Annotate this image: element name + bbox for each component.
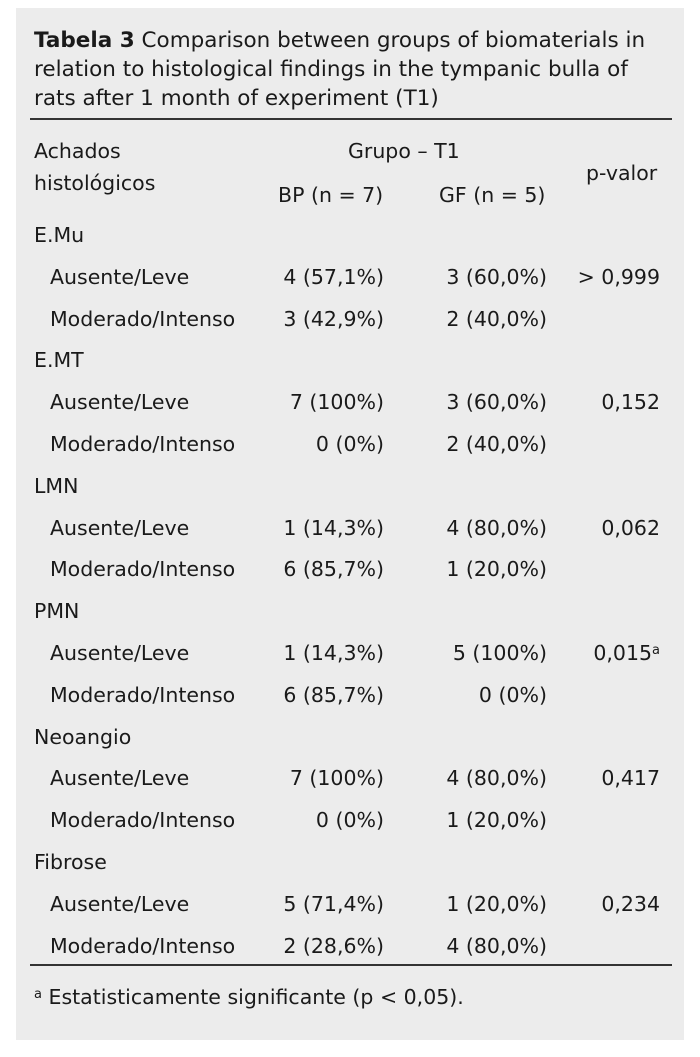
- table-row: [34, 304, 670, 334]
- group-title: E.Mu: [34, 223, 85, 247]
- p-value-text: > 0,999: [577, 264, 660, 289]
- row-label: Moderado/Intenso: [50, 682, 236, 707]
- group-row: [34, 220, 670, 250]
- header-p-value: p-valor: [586, 161, 658, 185]
- group-title: PMN: [34, 599, 80, 624]
- gf-value: 3 (60,0%): [446, 390, 547, 415]
- group-row: [34, 596, 670, 626]
- row-label: Ausente/Leve: [50, 641, 190, 665]
- bp-value: 5 (71,4%): [283, 891, 384, 916]
- gf-value: 5 (100%): [452, 641, 547, 665]
- p-value: [601, 763, 660, 793]
- table-row: [34, 931, 670, 961]
- p-value-note: a: [652, 643, 660, 658]
- table-caption: [34, 26, 670, 113]
- table-row: [34, 889, 670, 919]
- gf-value: 3 (60,0%): [446, 264, 547, 289]
- table-row: [34, 262, 670, 292]
- table-row: [34, 763, 670, 793]
- header-gf: GF (n = 5): [439, 183, 546, 207]
- row-label: Moderado/Intenso: [50, 557, 236, 582]
- row-label: Moderado/Intenso: [50, 808, 236, 833]
- table-row: [34, 805, 670, 835]
- p-value-text: 0,152: [601, 390, 660, 415]
- p-value-text: 0,015: [593, 641, 653, 665]
- gf-value: 4 (80,0%): [446, 933, 547, 958]
- p-value: [601, 513, 660, 543]
- row-label: Moderado/Intenso: [50, 432, 236, 456]
- header-findings-line2: histológicos: [34, 171, 156, 195]
- row-label: Ausente/Leve: [50, 515, 190, 540]
- row-label: Moderado/Intenso: [50, 933, 236, 958]
- table-row: [34, 680, 670, 710]
- gf-value: 1 (20,0%): [446, 808, 547, 833]
- bp-value: 6 (85,7%): [283, 682, 384, 707]
- p-value: [601, 387, 660, 417]
- caption-label: Tabela 3: [34, 28, 135, 53]
- bp-value: 7 (100%): [289, 390, 384, 415]
- p-value-text: 0,417: [601, 766, 660, 791]
- group-title: LMN: [34, 473, 79, 498]
- row-label: Ausente/Leve: [50, 891, 190, 916]
- header-group: Grupo – T1: [348, 139, 460, 163]
- bottom-rule: [30, 964, 672, 966]
- group-row: [34, 722, 670, 752]
- gf-value: 2 (40,0%): [446, 432, 547, 456]
- caption-text: Comparison between groups of biomaterials in relation to histological findings in the tympanic bulla of rats after 1 month of experiment (T1): [34, 28, 646, 111]
- p-value: [593, 638, 660, 668]
- header-findings-line1: Achados: [34, 139, 121, 163]
- row-label: Moderado/Intenso: [50, 306, 236, 331]
- bp-value: 3 (42,9%): [283, 306, 384, 331]
- group-title: Fibrose: [34, 850, 107, 874]
- p-value: [601, 889, 660, 919]
- table-row: [34, 638, 670, 668]
- table-footnote: [34, 982, 464, 1012]
- bp-value: 4 (57,1%): [283, 264, 384, 289]
- table-row: [34, 554, 670, 584]
- footnote-mark: a: [34, 987, 42, 1002]
- footnote-text: Estatisticamente significante (p < 0,05).: [41, 985, 464, 1009]
- table-row: [34, 513, 670, 543]
- top-rule: [30, 118, 672, 120]
- row-label: Ausente/Leve: [50, 766, 190, 791]
- group-title: E.MT: [34, 348, 84, 373]
- bp-value: 2 (28,6%): [283, 933, 384, 958]
- table-panel: [16, 8, 684, 1040]
- p-value-text: 0,062: [601, 515, 660, 540]
- table-row: [34, 429, 670, 459]
- bp-value: 1 (14,3%): [283, 641, 384, 665]
- bp-value: 0 (0%): [315, 808, 384, 833]
- gf-value: 1 (20,0%): [446, 557, 547, 582]
- bp-value: 0 (0%): [315, 432, 384, 456]
- group-row: [34, 847, 670, 877]
- gf-value: 0 (0%): [478, 682, 547, 707]
- table-row: [34, 387, 670, 417]
- gf-value: 4 (80,0%): [446, 515, 547, 540]
- bp-value: 1 (14,3%): [283, 515, 384, 540]
- group-row: [34, 345, 670, 375]
- row-label: Ausente/Leve: [50, 390, 190, 415]
- gf-value: 1 (20,0%): [446, 891, 547, 916]
- p-value-text: 0,234: [601, 891, 660, 916]
- bp-value: 7 (100%): [289, 766, 384, 791]
- group-title: Neoangio: [34, 724, 132, 749]
- group-row: [34, 471, 670, 501]
- header-bp: BP (n = 7): [278, 183, 384, 207]
- p-value: [578, 262, 660, 292]
- gf-value: 2 (40,0%): [446, 306, 547, 331]
- bp-value: 6 (85,7%): [283, 557, 384, 582]
- gf-value: 4 (80,0%): [446, 766, 547, 791]
- row-label: Ausente/Leve: [50, 264, 190, 289]
